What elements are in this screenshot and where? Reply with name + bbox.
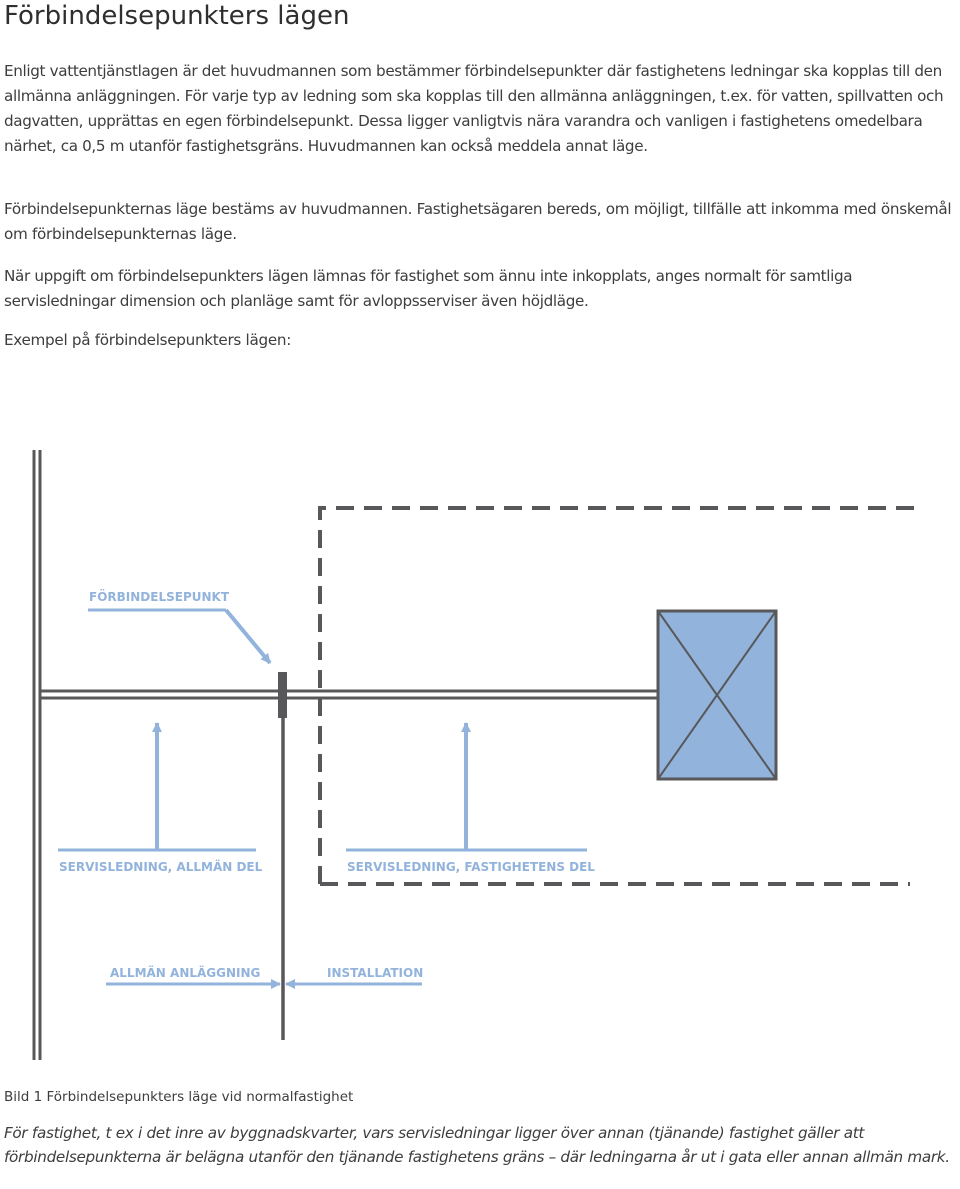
dimension-paragraph: När uppgift om förbindelsepunkters lägen lämnas för fastighet som ännu inte inkopplats, anges normalt för samtliga servisledningar dimension och planläge samt för avloppsserviser även höjdläge. bbox=[4, 267, 853, 310]
leader-arrow-connection-point bbox=[226, 610, 270, 663]
label-service-public: SERVISLEDNING, ALLMÄN DEL bbox=[59, 860, 263, 874]
building-icon bbox=[658, 611, 776, 779]
footnote-paragraph: För fastighet, t ex i det inre av byggnadskvarter, vars servisledningar ligger över annan (tjänande) fastighet gäller att förbindelsepunkterna är belägna utanför den tjänande fastighetens gräns – där ledningarna år ut i gata eller annan allmän mark. bbox=[4, 1124, 950, 1166]
location-paragraph: Förbindelsepunkternas läge bestäms av huvudmannen. Fastighetsägaren bereds, om möjligt, tillfälle att inkomma med önskemål om förbindelsepunkternas läge. bbox=[4, 200, 952, 243]
connection-point-marker bbox=[278, 672, 287, 718]
label-installation: INSTALLATION bbox=[327, 966, 424, 980]
connection-point-diagram bbox=[0, 440, 960, 1060]
page-title: Förbindelsepunkters lägen bbox=[4, 1, 350, 31]
intro-paragraph: Enligt vattentjänstlagen är det huvudmannen som bestämmer förbindelsepunkter där fastighetens ledningar ska kopplas till den allmänna anläggningen. För varje typ av ledning som ska kopplas till den allmänna anläggningen, t.ex. för vatten, spillvatten och dagvatten, upprättas en egen förbindelsepunkt. Dessa ligger vanligtvis nära varandra och vanligen i fastighetens omedelbara närhet, ca 0,5 m utanför fastighetsgräns. Huvudmannen kan också meddela annat läge. bbox=[4, 62, 944, 155]
label-public-facility: ALLMÄN ANLÄGGNING bbox=[110, 966, 261, 980]
label-service-property: SERVISLEDNING, FASTIGHETENS DEL bbox=[347, 860, 595, 874]
example-intro: Exempel på förbindelsepunkters lägen: bbox=[4, 331, 292, 349]
property-boundary bbox=[320, 508, 915, 884]
figure-caption: Bild 1 Förbindelsepunkters läge vid normalfastighet bbox=[4, 1089, 354, 1105]
label-connection-point: FÖRBINDELSEPUNKT bbox=[89, 590, 230, 604]
